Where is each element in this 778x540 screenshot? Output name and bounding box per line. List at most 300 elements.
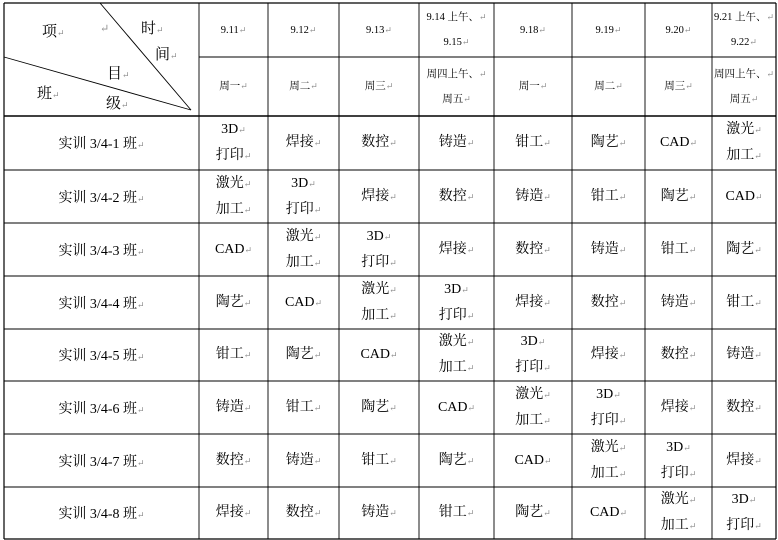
course-cell xyxy=(339,276,419,329)
return-mark-icon: ↵ xyxy=(478,68,487,79)
cell-text: 周三 xyxy=(364,81,386,92)
cell-text: 焊接 xyxy=(660,399,689,415)
course-cell-content xyxy=(285,290,322,316)
cell-text: 周二 xyxy=(594,81,616,92)
cell-text-line xyxy=(58,293,144,313)
cell-text: 打印 xyxy=(515,360,544,375)
weekday-header-cell xyxy=(712,57,776,116)
cell-text-line xyxy=(590,500,627,526)
cell-text-line xyxy=(361,303,397,329)
return-mark-icon: ↵ xyxy=(313,455,322,466)
return-mark-icon: ↵ xyxy=(618,415,627,426)
cell-text-line xyxy=(365,74,394,99)
return-mark-icon: ↵ xyxy=(243,402,252,413)
cell-text-line xyxy=(286,197,322,223)
course-cell-content xyxy=(360,342,397,368)
course-cell xyxy=(572,434,645,487)
cell-text-line xyxy=(439,184,475,210)
return-mark-icon: ↵ xyxy=(461,37,470,47)
date-header-cell-content xyxy=(666,18,692,43)
course-cell xyxy=(494,487,572,539)
course-cell xyxy=(712,116,776,170)
return-mark-icon: ↵ xyxy=(543,415,551,426)
cell-text: 3D xyxy=(291,175,309,191)
cell-text-line xyxy=(591,290,627,316)
return-mark-icon: ↵ xyxy=(243,508,252,518)
cell-text-line xyxy=(426,62,486,87)
return-mark-icon: ↵ xyxy=(537,337,546,347)
return-mark-icon: ↵ xyxy=(613,24,622,35)
course-cell xyxy=(268,116,339,170)
cell-text: 周五 xyxy=(729,93,751,105)
course-cell xyxy=(199,487,268,539)
cell-text-line xyxy=(726,342,762,368)
course-cell-content xyxy=(286,342,322,368)
return-mark-icon: ↵ xyxy=(618,138,627,148)
course-cell xyxy=(419,170,494,223)
course-cell xyxy=(268,223,339,276)
cell-text: 焊接 xyxy=(726,452,755,468)
cell-text: 钳工 xyxy=(590,188,619,204)
return-mark-icon: ↵ xyxy=(463,93,471,104)
course-cell xyxy=(419,329,494,381)
course-cell-content xyxy=(286,171,322,223)
return-mark-icon: ↵ xyxy=(137,404,145,415)
cell-text: 9.19 xyxy=(595,24,614,36)
return-mark-icon: ↵ xyxy=(243,297,252,308)
return-mark-icon: ↵ xyxy=(243,455,252,466)
cell-text-line xyxy=(221,18,247,43)
course-cell xyxy=(572,170,645,223)
cell-text: 陶艺 xyxy=(438,452,467,468)
return-mark-icon: ↵ xyxy=(243,350,252,360)
cell-text-line xyxy=(426,87,486,112)
cell-text-line xyxy=(286,171,322,197)
return-mark-icon: ↵ xyxy=(385,81,394,91)
cell-text: 数控 xyxy=(438,188,467,204)
cell-text-line xyxy=(58,133,144,153)
course-cell-content xyxy=(726,237,762,263)
course-cell xyxy=(339,487,419,539)
cell-text-line xyxy=(216,342,252,368)
course-cell-content xyxy=(661,487,697,539)
return-mark-icon: ↵ xyxy=(137,299,145,310)
return-mark-icon: ↵ xyxy=(688,350,697,360)
course-cell-content xyxy=(216,342,252,368)
course-cell-content xyxy=(286,130,322,156)
return-mark-icon: ↵ xyxy=(137,246,145,257)
course-cell xyxy=(572,381,645,434)
cell-text-line xyxy=(661,342,697,368)
course-cell xyxy=(268,276,339,329)
cell-text: 陶艺 xyxy=(590,135,619,150)
cell-text: 9.13 xyxy=(366,24,385,36)
return-mark-icon: ↵ xyxy=(389,138,397,148)
cell-text: 加工 xyxy=(660,518,689,533)
return-mark-icon: ↵ xyxy=(243,151,252,161)
cell-text: 铸造 xyxy=(285,452,314,468)
return-mark-icon: ↵ xyxy=(310,81,318,91)
course-cell-content xyxy=(515,290,551,316)
course-cell-content xyxy=(660,130,697,156)
cell-text-line xyxy=(58,503,144,523)
class-name-cell xyxy=(4,329,199,381)
cell-text: 数控 xyxy=(361,135,390,150)
course-cell xyxy=(572,223,645,276)
cell-text: 陶艺 xyxy=(285,347,314,362)
cell-text: 激光 xyxy=(215,175,244,191)
cell-text-line xyxy=(515,130,551,156)
cell-text: 加工 xyxy=(285,254,314,270)
corner-label-jian xyxy=(155,43,178,64)
cell-text: 铸造 xyxy=(215,399,244,415)
course-cell xyxy=(419,276,494,329)
cell-text-line xyxy=(439,303,475,329)
return-mark-icon: ↵ xyxy=(683,24,692,35)
return-mark-icon: ↵ xyxy=(685,81,693,91)
cell-text-line xyxy=(286,395,322,421)
class-name-cell xyxy=(4,116,199,170)
course-cell-content xyxy=(286,395,322,421)
course-cell xyxy=(712,276,776,329)
class-name-cell-content xyxy=(58,240,144,260)
course-cell xyxy=(419,434,494,487)
cell-text-line xyxy=(726,237,762,263)
cell-text: 激光 xyxy=(590,439,619,455)
cell-text: 数控 xyxy=(590,294,619,310)
cell-text-line xyxy=(726,143,762,169)
corner-label-grade xyxy=(106,92,129,113)
cell-text-line xyxy=(726,513,762,539)
course-cell xyxy=(645,434,712,487)
course-cell xyxy=(419,381,494,434)
cell-text: 铸造 xyxy=(590,241,619,257)
return-mark-icon: ↵ xyxy=(543,138,551,148)
weekday-header-cell-content xyxy=(426,62,486,112)
course-cell xyxy=(645,381,712,434)
cell-text: 实训 3/4-1 班 xyxy=(58,137,137,152)
cell-text: 钳工 xyxy=(515,135,544,150)
course-cell-content xyxy=(286,448,322,474)
weekday-header-cell-content xyxy=(365,74,394,99)
weekday-header-cell-content xyxy=(714,62,774,112)
cell-text-line xyxy=(58,398,144,418)
course-cell xyxy=(572,276,645,329)
course-cell-content xyxy=(590,500,627,526)
cell-text-line xyxy=(58,240,144,260)
date-header-cell-content xyxy=(520,18,546,43)
course-cell-content xyxy=(439,184,475,210)
return-mark-icon: ↵ xyxy=(688,191,697,202)
course-cell-content xyxy=(591,435,627,487)
course-cell-content xyxy=(661,395,697,421)
return-mark-icon: ↵ xyxy=(137,140,145,150)
cell-text: 激光 xyxy=(438,334,467,349)
return-mark-icon: ↵ xyxy=(313,508,322,518)
return-mark-icon: ↵ xyxy=(466,455,475,466)
course-cell xyxy=(419,223,494,276)
weekday-header-cell-content xyxy=(664,74,693,99)
class-name-cell-content xyxy=(58,345,144,365)
course-cell xyxy=(494,434,572,487)
return-mark-icon: ↵ xyxy=(615,81,623,91)
cell-text-line xyxy=(439,355,475,381)
return-mark-icon: ↵ xyxy=(543,363,551,373)
return-mark-icon: ↵ xyxy=(618,191,627,202)
course-cell xyxy=(645,223,712,276)
cell-text-line xyxy=(286,448,322,474)
date-header-cell-content xyxy=(366,18,392,43)
cell-text-line xyxy=(661,184,697,210)
return-mark-icon: ↵ xyxy=(313,231,322,242)
return-mark-icon: ↵ xyxy=(137,457,145,468)
return-mark-icon: ↵ xyxy=(688,244,697,255)
course-cell xyxy=(419,487,494,539)
course-cell xyxy=(712,434,776,487)
course-cell-content xyxy=(216,395,252,421)
course-cell xyxy=(645,329,712,381)
course-cell-content xyxy=(726,448,762,474)
cell-text-line xyxy=(426,30,486,55)
return-mark-icon: ↵ xyxy=(689,138,698,148)
cell-text: 3D xyxy=(596,386,614,402)
date-header-cell xyxy=(419,3,494,57)
course-cell-content xyxy=(726,117,762,169)
cell-text-line xyxy=(515,382,551,408)
return-mark-icon: ↵ xyxy=(244,244,253,255)
cell-text: 陶艺 xyxy=(515,505,544,520)
return-mark-icon: ↵ xyxy=(478,12,487,22)
cell-text-line xyxy=(520,18,546,43)
cell-text: 3D xyxy=(366,228,384,244)
cell-text-line xyxy=(361,224,397,250)
cell-text-line xyxy=(726,487,762,513)
cell-text-line xyxy=(661,487,697,513)
cell-text-line xyxy=(286,500,322,526)
return-mark-icon: ↵ xyxy=(389,191,397,202)
course-cell-content xyxy=(439,329,475,381)
cell-text: 焊接 xyxy=(361,188,390,204)
cell-text-line xyxy=(514,448,551,474)
return-mark-icon: ↵ xyxy=(313,350,322,360)
corner-text-item: 项 xyxy=(42,24,58,40)
cell-text: 钳工 xyxy=(660,241,689,257)
course-cell xyxy=(199,116,268,170)
return-mark-icon: ↵ xyxy=(543,191,551,202)
return-mark-icon: ↵ xyxy=(754,244,762,255)
cell-text-line xyxy=(596,18,622,43)
return-mark-icon: ↵ xyxy=(543,389,551,400)
cell-text: 实训 3/4-6 班 xyxy=(58,401,137,417)
return-mark-icon: ↵ xyxy=(238,24,247,35)
weekday-header-cell-content xyxy=(594,74,623,99)
cell-text-line xyxy=(361,500,397,526)
course-cell xyxy=(494,170,572,223)
cell-text: 周一 xyxy=(518,81,540,92)
course-cell-content xyxy=(661,184,697,210)
corner-text-time: 时 xyxy=(141,21,157,37)
cell-text-line xyxy=(366,18,392,43)
course-cell-content xyxy=(515,329,551,381)
course-cell-content xyxy=(216,448,252,474)
course-cell xyxy=(712,223,776,276)
course-cell-content xyxy=(439,237,475,263)
course-cell xyxy=(494,116,572,170)
cell-text: 加工 xyxy=(215,201,244,217)
cell-text: 数控 xyxy=(726,399,755,415)
cell-text-line xyxy=(591,342,627,368)
course-cell xyxy=(199,223,268,276)
cell-text-line xyxy=(661,395,697,421)
weekday-header-cell xyxy=(572,57,645,116)
cell-text-line xyxy=(591,408,627,434)
cell-text-line xyxy=(58,345,144,365)
weekday-header-cell-content xyxy=(219,74,248,99)
course-cell xyxy=(494,276,572,329)
course-cell-content xyxy=(438,395,475,421)
return-mark-icon: ↵ xyxy=(100,23,110,35)
return-mark-icon: ↵ xyxy=(538,24,546,35)
cell-text: 打印 xyxy=(660,465,689,481)
return-mark-icon: ↵ xyxy=(754,297,762,308)
course-cell-content xyxy=(439,130,475,156)
date-header-cell xyxy=(712,3,776,57)
course-cell-content xyxy=(361,130,397,156)
cell-text: 9.22 xyxy=(731,37,750,48)
cell-text: 9.11 xyxy=(220,24,239,36)
return-mark-icon: ↵ xyxy=(618,350,627,360)
cell-text-line xyxy=(515,408,551,434)
course-cell xyxy=(268,381,339,434)
cell-text: 激光 xyxy=(515,386,544,402)
date-header-cell xyxy=(494,3,572,57)
course-cell-content xyxy=(361,448,397,474)
return-mark-icon: ↵ xyxy=(122,70,130,80)
cell-text: 3D xyxy=(666,439,684,455)
cell-text: CAD xyxy=(514,452,544,468)
return-mark-icon: ↵ xyxy=(313,138,322,148)
return-mark-icon: ↵ xyxy=(170,51,178,61)
return-mark-icon: ↵ xyxy=(618,442,627,453)
cell-text: 实训 3/4-8 班 xyxy=(58,507,137,522)
course-cell xyxy=(339,329,419,381)
return-mark-icon: ↵ xyxy=(461,284,469,295)
return-mark-icon: ↵ xyxy=(754,125,762,135)
corner-label-class xyxy=(37,82,60,103)
return-mark-icon: ↵ xyxy=(137,193,145,204)
return-mark-icon: ↵ xyxy=(389,257,397,268)
cell-text: CAD xyxy=(589,505,620,520)
cell-text-line xyxy=(726,395,762,421)
class-name-cell xyxy=(4,487,199,539)
cell-text: 铸造 xyxy=(515,188,544,204)
cell-text-line xyxy=(661,513,697,539)
course-cell xyxy=(572,116,645,170)
weekday-header-cell xyxy=(199,57,268,116)
return-mark-icon: ↵ xyxy=(543,244,551,255)
class-name-cell xyxy=(4,434,199,487)
cell-text: 周一 xyxy=(219,81,241,92)
course-cell-content xyxy=(515,382,551,434)
cell-text-line xyxy=(216,171,252,197)
cell-text: 焊接 xyxy=(515,294,544,310)
return-mark-icon: ↵ xyxy=(466,508,475,518)
return-mark-icon: ↵ xyxy=(389,284,397,295)
return-mark-icon: ↵ xyxy=(389,310,397,321)
return-mark-icon: ↵ xyxy=(466,310,475,321)
cell-text-line xyxy=(591,382,627,408)
cell-text: 实训 3/4-2 班 xyxy=(58,190,137,206)
cell-text-line xyxy=(725,184,762,210)
cell-text-line xyxy=(286,342,322,368)
corner-text-jian: 间 xyxy=(155,47,171,63)
return-mark-icon: ↵ xyxy=(754,151,762,161)
course-cell-content xyxy=(591,342,627,368)
return-mark-icon: ↵ xyxy=(243,178,252,189)
cell-text-line xyxy=(714,5,774,30)
course-cell xyxy=(339,434,419,487)
cell-text: CAD xyxy=(659,135,690,150)
date-header-cell xyxy=(199,3,268,57)
class-name-cell xyxy=(4,276,199,329)
course-cell xyxy=(199,170,268,223)
course-cell-content xyxy=(215,237,252,263)
course-cell-content xyxy=(515,500,551,526)
return-mark-icon: ↵ xyxy=(243,204,252,215)
cell-text: 激光 xyxy=(361,281,390,297)
date-header-cell xyxy=(339,3,419,57)
return-mark-icon: ↵ xyxy=(137,510,145,520)
return-mark-icon: ↵ xyxy=(313,204,322,215)
course-cell xyxy=(494,223,572,276)
cell-text-line xyxy=(666,18,692,43)
course-cell-content xyxy=(216,117,252,169)
cell-text: 打印 xyxy=(726,518,755,533)
cell-text: 陶艺 xyxy=(660,188,689,204)
cell-text-line xyxy=(216,448,252,474)
cell-text-line xyxy=(660,130,697,156)
weekday-header-cell xyxy=(268,57,339,116)
date-header-cell xyxy=(572,3,645,57)
date-header-cell-content xyxy=(596,18,622,43)
course-cell-content xyxy=(726,487,762,539)
cell-text-line xyxy=(515,290,551,316)
corner-text-ji: 级 xyxy=(106,96,122,112)
cell-text-line xyxy=(591,435,627,461)
course-cell xyxy=(645,170,712,223)
return-mark-icon: ↵ xyxy=(390,350,398,360)
corner-diagonal-line xyxy=(4,57,191,110)
cell-text: 3D xyxy=(520,334,538,349)
cell-text: 打印 xyxy=(590,412,619,428)
corner-text-ban: 班 xyxy=(37,86,53,102)
date-header-cell xyxy=(268,3,339,57)
cell-text-line xyxy=(519,74,548,99)
return-mark-icon: ↵ xyxy=(308,178,316,189)
course-cell xyxy=(712,487,776,539)
cell-text: 周三 xyxy=(664,81,686,92)
return-mark-icon: ↵ xyxy=(613,389,621,400)
class-name-cell-content xyxy=(58,398,144,418)
cell-text: 陶艺 xyxy=(361,399,390,415)
course-cell-content xyxy=(439,277,475,329)
course-cell-content xyxy=(661,435,697,487)
course-cell xyxy=(268,434,339,487)
course-cell xyxy=(494,329,572,381)
return-mark-icon: ↵ xyxy=(389,402,397,413)
cell-text-line xyxy=(289,74,318,99)
course-cell-content xyxy=(591,290,627,316)
